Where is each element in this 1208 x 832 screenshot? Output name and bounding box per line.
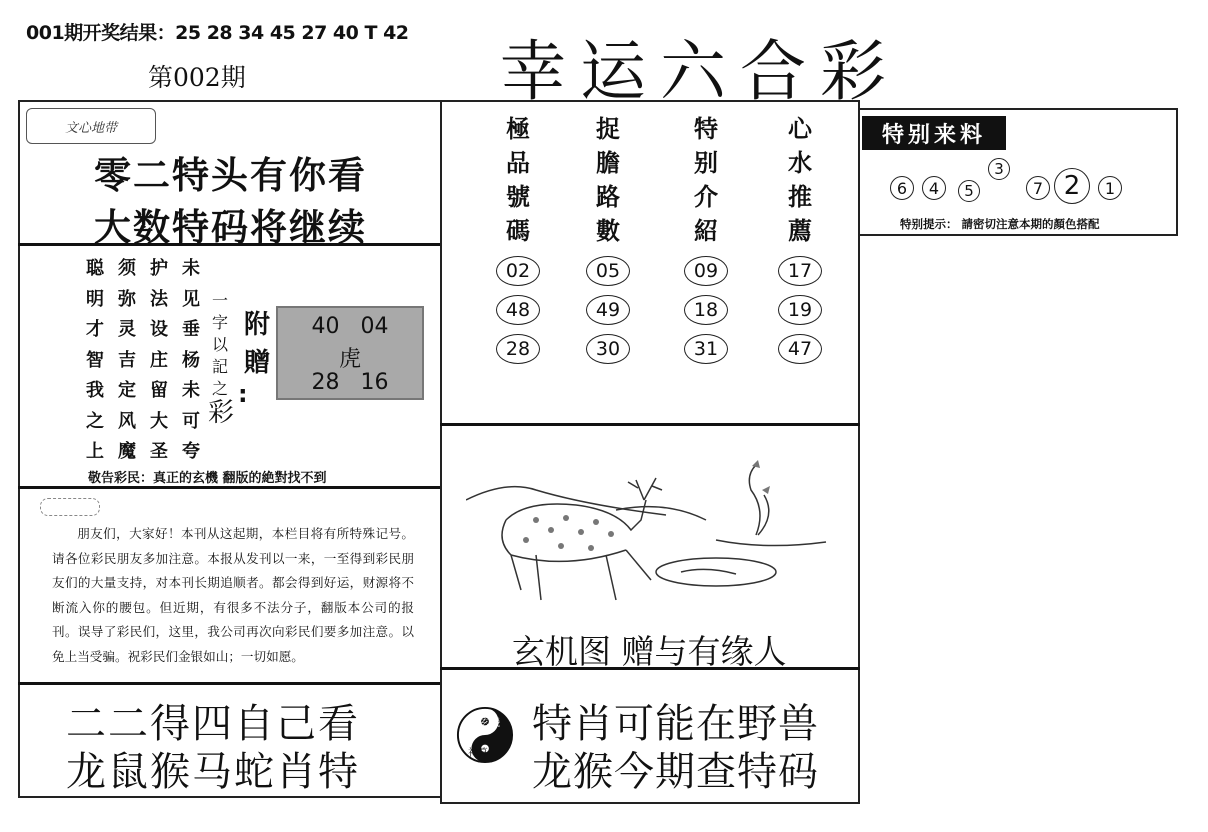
grid-head-1: 極品號碼 [506,114,530,245]
grid-number: 05 [586,256,630,286]
poem-column-2: 须弥灵吉定风魔 [118,258,136,462]
left-divider-2 [18,486,442,489]
gift-box [276,306,424,400]
middle-divider-1 [440,423,860,426]
special-material-title: 特别来料 [862,116,1006,150]
special-number: 6 [890,176,914,200]
grid-number: 31 [684,334,728,364]
grid-number: 48 [496,295,540,325]
article-tag-decoration [40,498,100,516]
poem-column-3: 护法设庄留大圣 [150,258,168,462]
issue-number: 第002期 [148,63,246,92]
special-number: 7 [1026,176,1050,200]
illustration-caption: 玄机图 赠与有缘人 [512,632,787,671]
gift-row-2: 虎 [338,347,361,372]
gift-colon: : [238,380,248,408]
gift-row-1: 40 04 [311,314,389,339]
grid-number: 09 [684,256,728,286]
left-divider-3 [18,682,442,685]
deer-illustration [466,460,846,620]
grid-number: 30 [586,334,630,364]
article-line-2: 龙鼠猴马蛇肖特 [66,749,360,795]
special-number: 2 [1054,168,1090,204]
gift-row-3: 28 16 [311,370,389,395]
headline-line-2: 大数特码将继续 [94,205,367,249]
poem-column-4: 未见垂杨未可夸 [182,258,200,462]
gift-label: 附贈 [243,310,270,378]
poem-side-char: 彩 [208,398,235,428]
article-line-1: 二二得四自己看 [66,701,360,747]
poem-side-note: 一字以記之 [211,291,228,398]
bottom-middle-line-2: 龙猴今期查特码 [532,749,819,795]
headline-line-1: 零二特头有你看 [94,153,367,197]
section-tag-scroll: 文心地带 [26,108,156,144]
special-number: 5 [958,180,980,202]
taiji-top-text: 玄機 [480,718,500,729]
special-number: 4 [922,176,946,200]
special-tip: 特别提示： 請密切注意本期的顏色搭配 [900,217,1100,231]
grid-number: 28 [496,334,540,364]
grid-head-2: 捉膽路數 [596,114,620,245]
grid-number: 49 [586,295,630,325]
page-title: 幸运六合彩 [500,33,900,110]
grid-number: 19 [778,295,822,325]
special-number: 3 [988,158,1010,180]
poem-column-1: 聪明才智我之上 [86,258,104,462]
grid-number: 18 [684,295,728,325]
taiji-bottom-text: 神算 [468,748,488,759]
grid-number: 17 [778,256,822,286]
bottom-middle-line-1: 特肖可能在野兽 [532,701,819,747]
warning-text: 敬告彩民：真正的玄機 翻版的絶對找不到 [88,471,327,486]
grid-number: 02 [496,256,540,286]
grid-head-3: 特别介紹 [694,114,718,245]
special-number: 1 [1098,176,1122,200]
grid-head-4: 心水推薦 [788,114,812,245]
last-draw-result: 001期开奖结果：25 28 34 45 27 40 T 42 [26,22,409,44]
grid-number: 47 [778,334,822,364]
article-body: 朋友们，大家好！本刊从这起期，本栏目将有所特殊记号。请各位彩民朋友多加注意。本报从发刊以一来，一至得到彩民朋友们的大量支持，对本刊长期追顺者。都会得到好运，财源将不断流入你的腰包。但近期，有很多不法分子，翻版本公司的报刊。误导了彩民们，这里，我公司再次向彩民们要多加注意。以免上当受骗。祝彩民们金银如山；一切如愿。 [52,526,414,664]
